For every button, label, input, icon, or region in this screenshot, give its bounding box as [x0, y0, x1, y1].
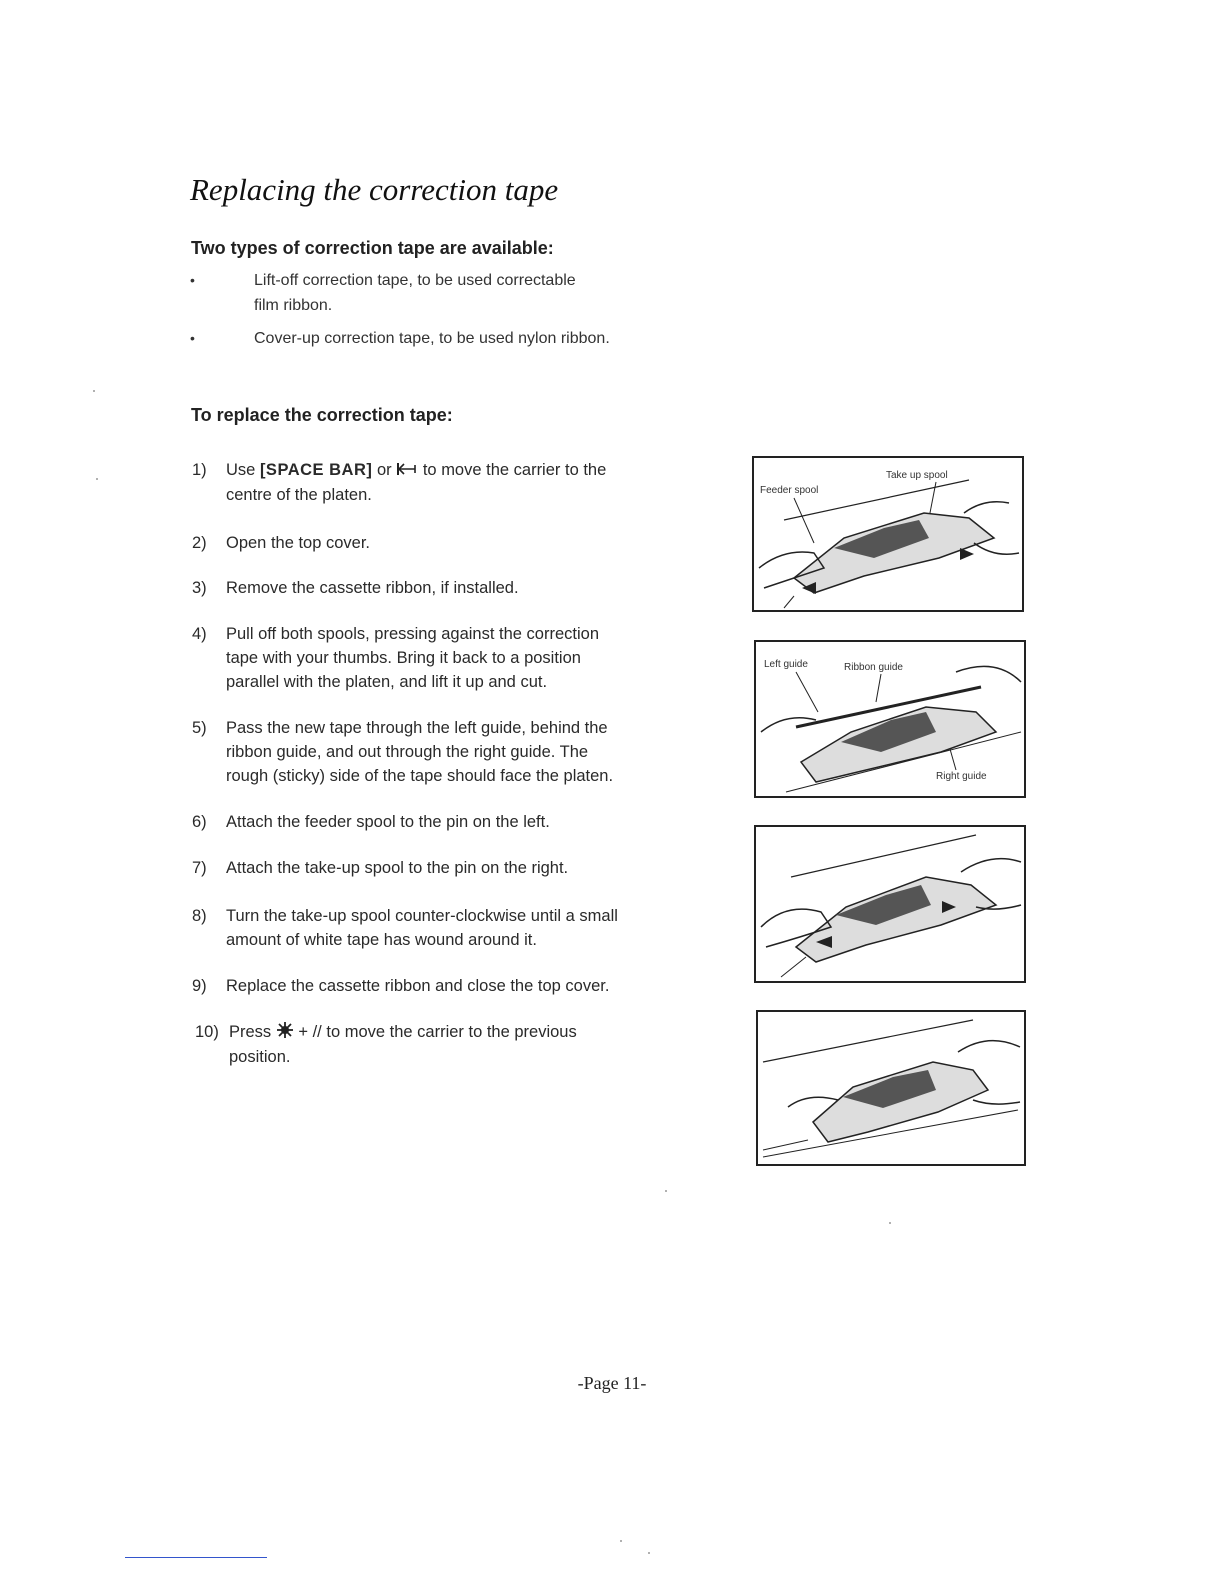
bullet-text: Cover-up correction tape, to be used nylon ribbon. — [254, 330, 610, 347]
step-number: 7) — [192, 859, 207, 877]
scan-speck — [648, 1552, 650, 1554]
space-bar-key: [SPACE BAR] — [259, 461, 373, 479]
figure-remove-spools — [752, 456, 1024, 612]
step-text: position. — [229, 1047, 291, 1066]
step-number: 8) — [192, 907, 207, 925]
step-number: 10) — [195, 1023, 219, 1041]
bullet-text: film ribbon. — [254, 297, 333, 314]
step-text: Pass the new tape through the left guide, behind the — [226, 719, 608, 737]
bullet-dot: • — [190, 272, 195, 288]
step-number: 4) — [192, 625, 207, 643]
step-text: Open the top cover. — [226, 534, 371, 552]
ribbon-guide-label: Ribbon guide — [844, 662, 903, 673]
right-guide-label: Right guide — [936, 771, 987, 782]
step-number: 1) — [192, 461, 207, 479]
step-press-word: Press — [229, 1023, 272, 1041]
step-text: rough (sticky) side of the tape should face the platen. — [226, 767, 614, 785]
scan-speck — [889, 1222, 891, 1224]
code-key-icon — [276, 1021, 294, 1045]
scan-speck — [665, 1190, 667, 1192]
step-text: tape with your thumbs. Bring it back to a position — [226, 649, 581, 667]
step-keys: + // — [298, 1023, 322, 1041]
intro-heading: Two types of correction tape are available: — [191, 238, 554, 258]
step-number: 6) — [192, 813, 207, 831]
step-text: amount of white tape has wound around it. — [226, 931, 537, 949]
left-guide-label: Left guide — [764, 659, 808, 670]
step-text: Attach the take-up spool to the pin on the right. — [226, 859, 569, 877]
step-text: Replace the cassette ribbon and close the top cover. — [226, 977, 610, 995]
step-text: parallel with the platen, and lift it up and cut. — [226, 673, 548, 691]
step-text: Attach the feeder spool to the pin on the left. — [226, 813, 550, 831]
scan-speck — [96, 478, 98, 480]
page-title: Replacing the correction tape — [190, 172, 559, 207]
step-number: 2) — [192, 534, 207, 552]
feeder-spool-label: Feeder spool — [760, 485, 819, 496]
step-text: ribbon guide, and out through the right guide. The — [226, 743, 589, 761]
step-text: Pull off both spools, pressing against the correction — [226, 625, 599, 643]
scan-speck — [93, 390, 95, 392]
step-text: to move the carrier to the — [422, 461, 607, 479]
bullet-text: Lift-off correction tape, to be used correctable — [254, 272, 576, 289]
step-or-word: or — [376, 461, 392, 479]
backspace-icon — [396, 459, 418, 483]
step-text: Remove the cassette ribbon, if installed. — [226, 579, 519, 597]
step-number: 3) — [192, 579, 207, 597]
figure-guides — [754, 640, 1026, 798]
page-number: -Page 11- — [577, 1373, 647, 1393]
step-number: 9) — [192, 977, 207, 995]
figure-attach-spools — [754, 825, 1026, 983]
take-up-spool-label: Take up spool — [886, 470, 948, 481]
step-use-word: Use — [226, 461, 260, 479]
bullet-dot: • — [190, 330, 195, 346]
step-text: centre of the platen. — [226, 485, 372, 504]
procedure-heading: To replace the correction tape: — [191, 405, 453, 425]
footer-rule — [125, 1557, 267, 1558]
step-text: Turn the take-up spool counter-clockwise until a small — [226, 907, 618, 925]
step-text: to move the carrier to the previous — [326, 1023, 577, 1041]
step-number: 5) — [192, 719, 207, 737]
scan-speck — [620, 1540, 622, 1542]
figure-turn-take-up — [756, 1010, 1026, 1166]
